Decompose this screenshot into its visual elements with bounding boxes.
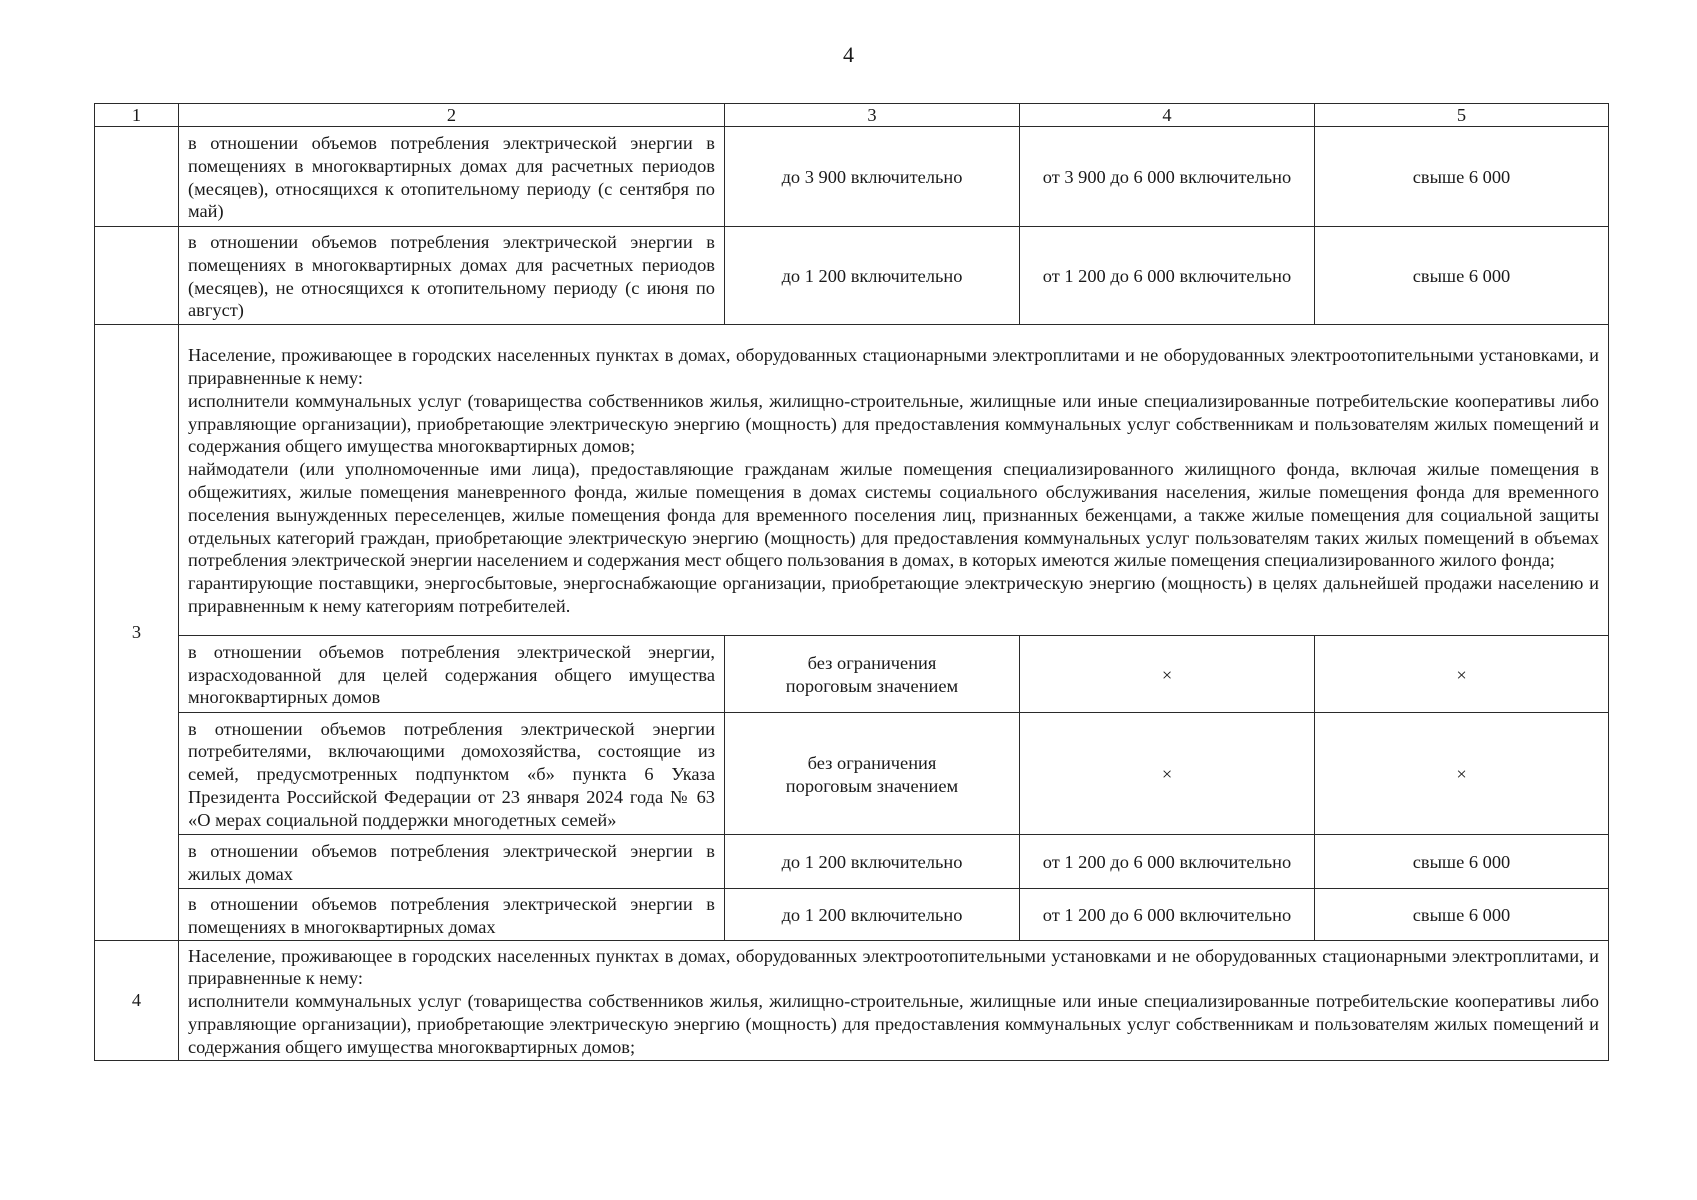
page-number: 4 [843, 42, 854, 67]
value-line: пороговым значением [785, 676, 959, 696]
row-description: в отношении объемов потребления электрической энергии, израсходованной для целей содержания общего имущества многоквартирных домов [179, 636, 725, 713]
threshold-mid: от 1 200 до 6 000 включительно [1020, 889, 1315, 941]
group-paragraph: исполнители коммунальных услуг (товарищества собственников жилья, жилищно-строительные, жилищные или иные специализированные потребительские кооперативы либо управляющие организации), приобретающие электрическую энергию (мощность) для предоставления коммунальных услуг собственникам и пользователям жилых помещений и содержания общего имущества многоквартирных домов; [188, 991, 1599, 1057]
threshold-low: до 1 200 включительно [725, 835, 1020, 889]
threshold-mid: от 1 200 до 6 000 включительно [1020, 835, 1315, 889]
threshold-mid: от 3 900 до 6 000 включительно [1020, 127, 1315, 227]
row-description: в отношении объемов потребления электрической энергии в помещениях в многоквартирных домах для расчетных периодов (месяцев), относящихся к отопительному периоду (с сентября по май) [179, 127, 725, 227]
threshold-mid: от 1 200 до 6 000 включительно [1020, 227, 1315, 325]
header-col-4: 4 [1020, 104, 1315, 127]
threshold-low [725, 713, 1020, 835]
group-description [179, 941, 1609, 1061]
group-paragraph: гарантирующие поставщики, энергосбытовые, энергоснабжающие организации, приобретающие электрическую энергию (мощность) в целях дальнейшей продажи населению и приравненным к нему категориям потребителей. [188, 573, 1599, 616]
cross-mark: × [1020, 636, 1315, 713]
value-line: без ограничения [807, 653, 937, 674]
group-paragraph: Население, проживающее в городских населенных пунктах в домах, оборудованных стационарными электроплитами и не оборудованных электроотопительными установками, и приравненные к нему: [188, 345, 1599, 389]
threshold-low [725, 636, 1020, 713]
table-row [95, 636, 1609, 713]
group-3-header-row [95, 325, 1609, 636]
table-row [95, 127, 1609, 227]
value-line: пороговым значением [785, 775, 959, 796]
row-description: в отношении объемов потребления электрической энергии в помещениях в многоквартирных домах [179, 889, 725, 941]
row-number-cell [95, 127, 179, 227]
header-col-1: 1 [95, 104, 179, 127]
cross-mark: × [1315, 636, 1609, 713]
header-row [95, 104, 1609, 127]
threshold-low: до 3 900 включительно [725, 127, 1020, 227]
group-4-header-row [95, 941, 1609, 1061]
row-description: в отношении объемов потребления электрической энергии в жилых домах [179, 835, 725, 889]
tariff-table [94, 103, 1609, 1061]
row-number-cell [95, 227, 179, 325]
group-paragraph: исполнители коммунальных услуг (товарищества собственников жилья, жилищно-строительные, жилищные или иные специализированные потребительские кооперативы либо управляющие организации), приобретающие электрическую энергию (мощность) для предоставления коммунальных услуг собственникам и пользователям жилых помещений и содержания общего имущества многоквартирных домов; [188, 390, 1599, 457]
group-paragraph: наймодатели (или уполномоченные ими лица), предоставляющие гражданам жилые помещения специализированного жилищного фонда, включая жилые помещения в общежитиях, жилые помещения маневренного фонда, жилые помещения в домах системы социального обслуживания населения, жилые помещения фонда для временного поселения вынужденных переселенцев, жилые помещения фонда для временного поселения лиц, признанных беженцами, а также жилые помещения для социальной защиты отдельных категорий граждан, приобретающие электрическую энергию (мощность) для предоставления коммунальных услуг пользователям таких жилых помещений в объемах потребления электрической энергии населением и содержания мест общего пользования в домах, в которых имеются жилые помещения специализированного жилого фонда; [188, 459, 1599, 571]
group-number: 3 [95, 325, 179, 941]
group-description [179, 325, 1609, 636]
row-description: в отношении объемов потребления электрической энергии потребителями, включающими домохозяйства, состоящие из семей, предусмотренных подпунктом «б» пункта 6 Указа Президента Российской Федерации от 23 января 2024 года № 63 «О мерах социальной поддержки многодетных семей» [179, 713, 725, 835]
row-description: в отношении объемов потребления электрической энергии в помещениях в многоквартирных домах для расчетных периодов (месяцев), не относящихся к отопительному периоду (с июня по август) [179, 227, 725, 325]
threshold-high: свыше 6 000 [1315, 835, 1609, 889]
table-row [95, 889, 1609, 941]
value-line: без ограничения [807, 752, 937, 773]
table-row [95, 835, 1609, 889]
header-col-3: 3 [725, 104, 1020, 127]
threshold-high: свыше 6 000 [1315, 227, 1609, 325]
header-col-5: 5 [1315, 104, 1609, 127]
threshold-low: до 1 200 включительно [725, 889, 1020, 941]
group-paragraph: Население, проживающее в городских населенных пунктах в домах, оборудованных электроотопительными установками и не оборудованных стационарными электроплитами, и приравненные к нему: [188, 945, 1599, 989]
threshold-low: до 1 200 включительно [725, 227, 1020, 325]
cross-mark: × [1315, 713, 1609, 835]
header-col-2: 2 [179, 104, 725, 127]
table-row [95, 713, 1609, 835]
threshold-high: свыше 6 000 [1315, 127, 1609, 227]
threshold-high: свыше 6 000 [1315, 889, 1609, 941]
group-number: 4 [95, 941, 179, 1061]
table-row [95, 227, 1609, 325]
cross-mark: × [1020, 713, 1315, 835]
